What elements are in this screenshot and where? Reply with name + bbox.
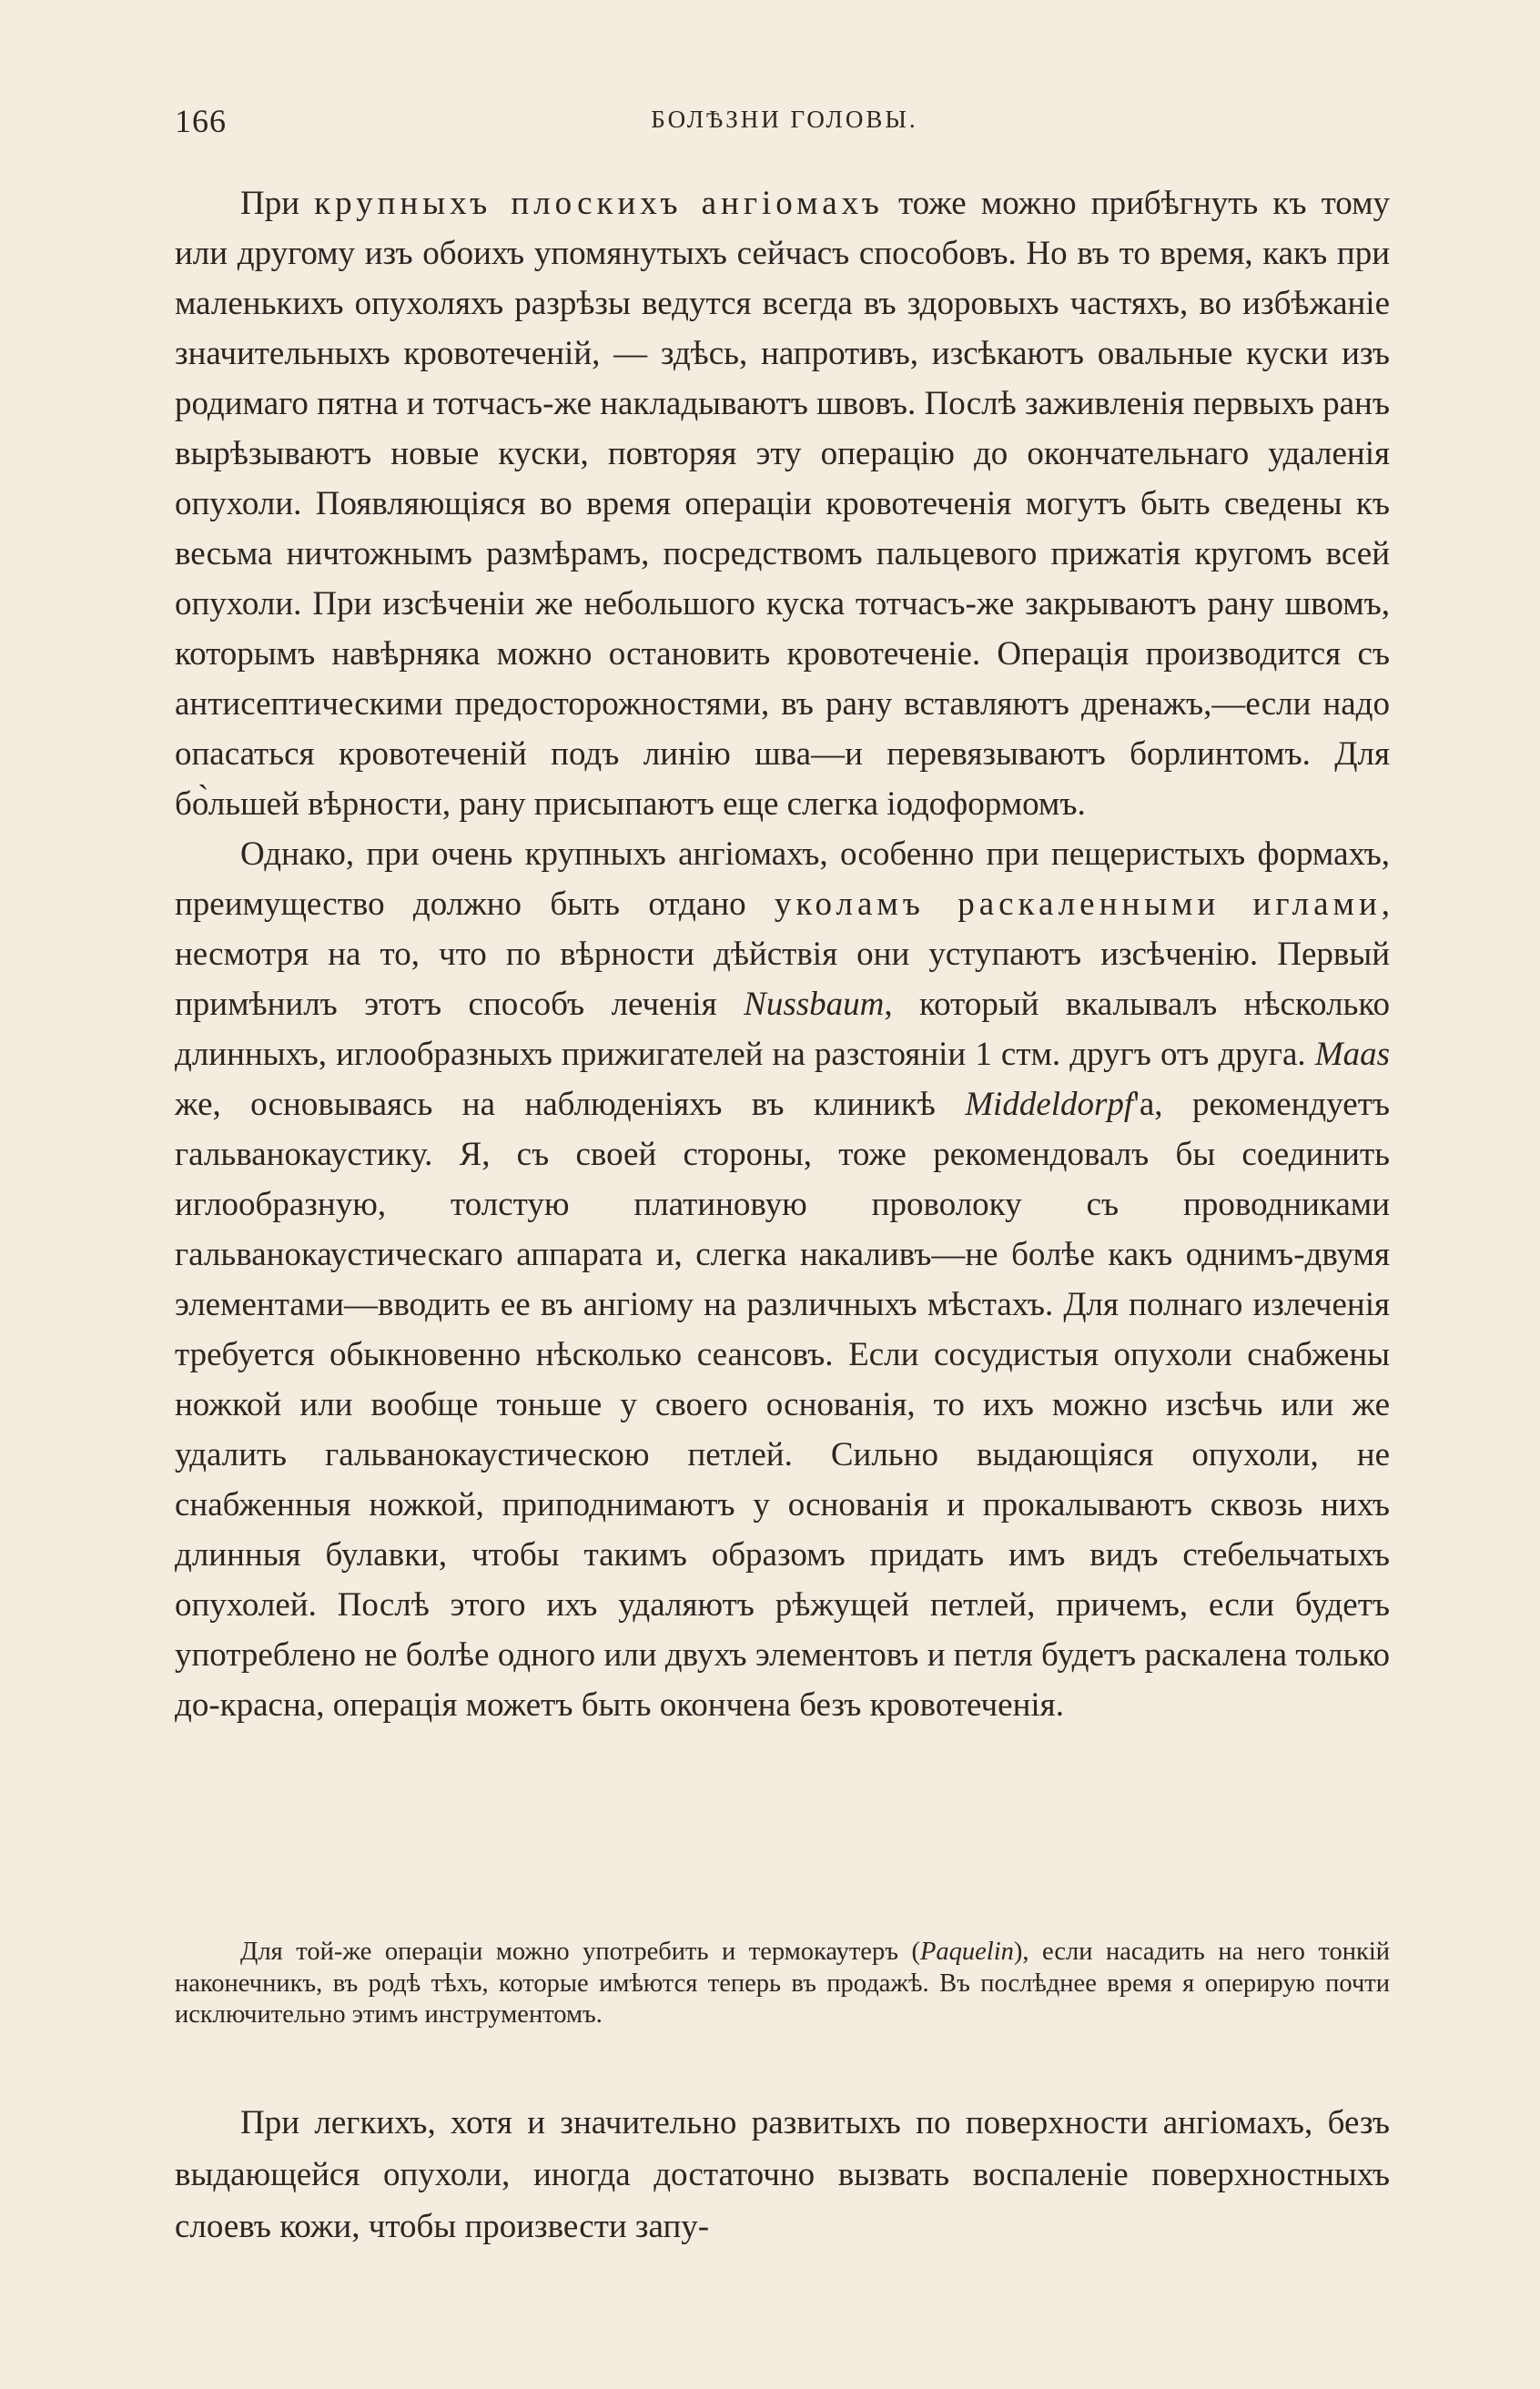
paragraph-hot-needles: Однако, при очень крупныхъ ангіомахъ, особенно при пещеристыхъ формахъ, преимущество должно быть отдано уколамъ раскаленными иглами, несмотря на то, что по вѣрности дѣйствія они уступаютъ изсѣченію. Первый примѣнилъ этотъ способъ леченія Nussbaum, который вкалывалъ нѣсколько длинныхъ, иглообразныхъ прижигателей на разстояніи 1 стм. другъ отъ друга. Maas же, основываясь на наблюденіяхъ въ клиникѣ Middeldorpf'а, рекомендуетъ гальванокаустику. Я, съ своей стороны, тоже рекомендовалъ бы соединить иглообразную, толстую платиновую проволоку съ проводниками гальванокаустическаго аппарата и, слегка накаливъ—не болѣе какъ однимъ-двумя элементами—вводить ее въ ангіому на различныхъ мѣстахъ. Для полнаго излеченія требуется обыкновенно нѣсколько сеансовъ. Если сосудистыя опухоли снабжены ножкой или вообще тоньше у своего основанія, то ихъ можно изсѣчь или же удалить гальванокаустическою петлей. Сильно выдающіяся опухоли, не снабженныя ножкой, приподнимаютъ у основанія и прокалываютъ сквозь нихъ длинныя булавки, чтобы такимъ образомъ придать имъ видъ стебельчатыхъ опухолей. Послѣ этого ихъ удаляютъ рѣжущей петлей, причемъ, если будетъ употреблено не болѣе одного или двухъ элементовъ и петля будетъ раскалена только до-красна, операція можетъ быть окончена безъ кровотеченія.: [175, 835, 1391, 1724]
running-title: БОЛѢЗНИ ГОЛОВЫ.: [651, 106, 918, 133]
author-name: Middeldorpf: [965, 1086, 1134, 1123]
spaced-emphasis: крупныхъ плоскихъ ангіомахъ: [314, 185, 884, 222]
main-text: [175, 178, 1390, 1730]
paragraph-large-angiomas: При крупныхъ плоскихъ ангіомахъ тоже можно прибѣгнуть къ тому или другому изъ обоихъ упомянутыхъ сейчасъ способовъ. Но въ то время, какъ при маленькихъ опухоляхъ разрѣзы ведутся всегда въ здоровыхъ частяхъ, во избѣжаніе значительныхъ кровотеченій, — здѣсь, напротивъ, изсѣкаютъ овальные куски изъ родимаго пятна и тотчасъ-же накладываютъ швовъ. Послѣ заживленія первыхъ ранъ вырѣзываютъ новые куски, повторяя эту операцію до окончательнаго удаленія опухоли. Появляющіяся во время операціи кровотеченія могутъ быть сведены къ весьма ничтожнымъ размѣрамъ, посредствомъ пальцевого прижатія кругомъ всей опухоли. При изсѣченіи же небольшого куска тотчасъ-же закрываютъ рану швомъ, которымъ навѣрняка можно остановить кровотеченіе. Операція производится съ антисептическими предосторожностями, въ рану вставляютъ дренажъ,—если надо опасаться кровотеченій подъ линію шва—и перевязываютъ борлинтомъ. Для бо̀льшей вѣрности, рану присыпаютъ еще слегка іодоформомъ.: [175, 185, 1390, 823]
running-head: [175, 102, 1394, 149]
main-text-continued: [175, 2097, 1390, 2252]
author-name: Paquelin: [919, 1938, 1014, 1966]
author-name: Nussbaum: [744, 986, 885, 1023]
author-name: Maas: [1314, 1036, 1390, 1073]
book-page: [175, 0, 1394, 2389]
footnote: Для той-же операціи можно употребить и термокаутеръ (Paquelin), если насадить на него тонкій наконечникъ, въ родѣ тѣхъ, которые имѣются теперь въ продажѣ. Въ послѣднее время я оперирую почти исключительно этимъ инструментомъ.: [175, 1938, 1391, 2029]
paragraph-light-angiomas: При легкихъ, хотя и значительно развитыхъ по поверхности ангіомахъ, безъ выдающейся опухоли, иногда достаточно вызвать воспаленіе поверхностныхъ слоевъ кожи, чтобы произвести запу-: [175, 2104, 1390, 2245]
spaced-emphasis: уколамъ раскаленными иглами: [774, 886, 1382, 923]
page-number: 166: [175, 103, 227, 139]
